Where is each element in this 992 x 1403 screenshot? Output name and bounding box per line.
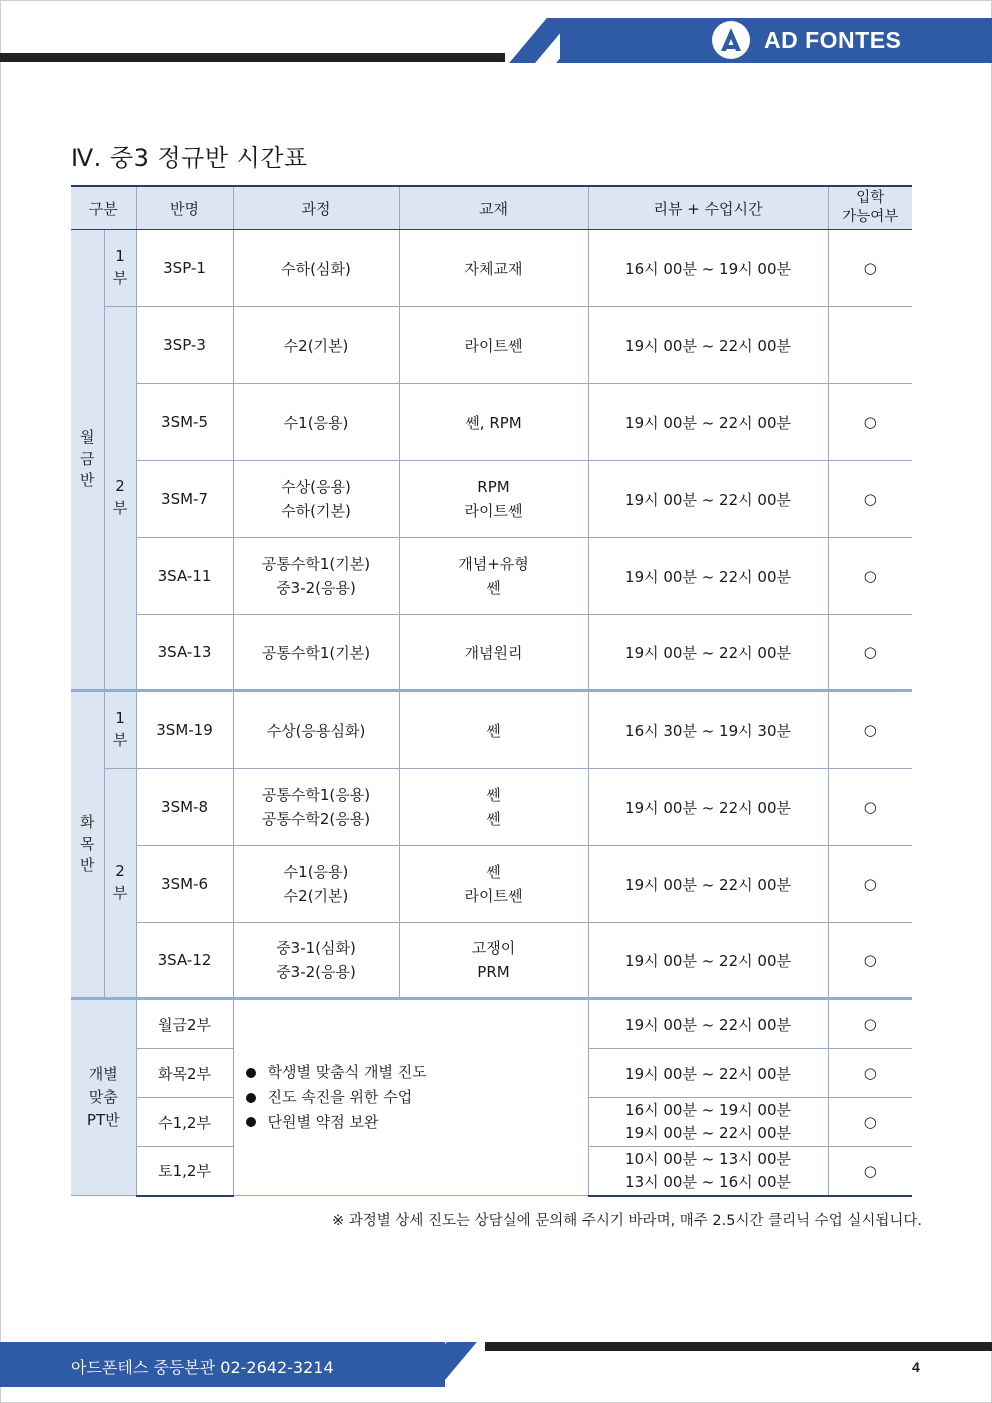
class-time: 19시 00분 ~ 22시 00분 xyxy=(588,538,828,615)
class-name: 3SA-12 xyxy=(136,923,233,999)
availability: ○ xyxy=(828,923,912,999)
class-name: 3SA-11 xyxy=(136,538,233,615)
part-1: 1 부 xyxy=(104,230,136,307)
bullet-icon xyxy=(246,1093,256,1103)
table-row xyxy=(71,230,912,307)
col-header-time: 리뷰 + 수업시간 xyxy=(588,186,828,230)
col-header-category: 구분 xyxy=(71,186,136,230)
textbook: 개념+유형 쎈 xyxy=(399,538,588,615)
textbook: 쎈 xyxy=(399,691,588,769)
class-name: 월금2부 xyxy=(136,999,233,1049)
class-name: 3SP-3 xyxy=(136,307,233,384)
availability: ○ xyxy=(828,769,912,846)
table-row xyxy=(71,538,912,615)
class-time: 19시 00분 ~ 22시 00분 xyxy=(588,769,828,846)
brand-name: AD FONTES xyxy=(764,26,902,53)
class-time: 19시 00분 ~ 22시 00분 xyxy=(588,1049,828,1098)
table-row xyxy=(71,307,912,384)
footer-contact: 아드폰테스 중등본관 02-2642-3214 xyxy=(71,1358,334,1377)
availability: ○ xyxy=(828,846,912,923)
class-name: 화목2부 xyxy=(136,1049,233,1098)
table-row xyxy=(71,615,912,691)
class-time: 16시 00분 ~ 19시 00분 19시 00분 ~ 22시 00분 xyxy=(588,1098,828,1147)
class-time: 19시 00분 ~ 22시 00분 xyxy=(588,846,828,923)
table-row xyxy=(71,384,912,461)
course: 수1(응용) 수2(기본) xyxy=(233,846,399,923)
class-name: 3SM-5 xyxy=(136,384,233,461)
availability: ○ xyxy=(828,230,912,307)
table-row xyxy=(71,769,912,846)
part-2: 2 부 xyxy=(104,769,136,999)
availability: ○ xyxy=(828,1147,912,1196)
class-time: 19시 00분 ~ 22시 00분 xyxy=(588,923,828,999)
textbook: 쎈 라이트쎈 xyxy=(399,846,588,923)
textbook: 쎈 쎈 xyxy=(399,769,588,846)
textbook: 개념원리 xyxy=(399,615,588,691)
class-time: 19시 00분 ~ 22시 00분 xyxy=(588,461,828,538)
class-time: 16시 00분 ~ 19시 00분 xyxy=(588,230,828,307)
footer-rule xyxy=(485,1342,992,1351)
textbook: 고쟁이 PRM xyxy=(399,923,588,999)
course: 공통수학1(응용) 공통수학2(응용) xyxy=(233,769,399,846)
bullet-icon xyxy=(246,1068,256,1078)
part-2: 2 부 xyxy=(104,307,136,691)
class-name: 3SM-7 xyxy=(136,461,233,538)
class-name: 3SM-6 xyxy=(136,846,233,923)
availability: ○ xyxy=(828,691,912,769)
col-header-class: 반명 xyxy=(136,186,233,230)
class-name: 3SP-1 xyxy=(136,230,233,307)
availability: ○ xyxy=(828,1049,912,1098)
table-row xyxy=(71,923,912,999)
course: 공통수학1(기본) xyxy=(233,615,399,691)
course: 수하(심화) xyxy=(233,230,399,307)
col-header-book: 교재 xyxy=(399,186,588,230)
textbook: RPM 라이트쎈 xyxy=(399,461,588,538)
pt-description xyxy=(233,999,588,1196)
page-number: 4 xyxy=(912,1359,920,1375)
brand-logo xyxy=(712,20,901,60)
table-row xyxy=(71,691,912,769)
list-item: 단원별 약점 보완 xyxy=(246,1110,588,1135)
logo-mark-icon xyxy=(712,21,750,59)
footnote: ※ 과정별 상세 진도는 상담실에 문의해 주시기 바라며, 매주 2.5시간 클리닉 수업 실시됩니다. xyxy=(332,1213,922,1229)
col-header-availability: 입학 가능여부 xyxy=(828,186,912,230)
availability: ○ xyxy=(828,384,912,461)
bullet-icon xyxy=(246,1117,256,1127)
class-time: 19시 00분 ~ 22시 00분 xyxy=(588,999,828,1049)
availability xyxy=(828,307,912,384)
availability: ○ xyxy=(828,999,912,1049)
table-row xyxy=(71,461,912,538)
header-rule xyxy=(0,53,505,62)
list-item: 진도 속진을 위한 수업 xyxy=(246,1085,588,1110)
col-header-course: 과정 xyxy=(233,186,399,230)
class-time: 19시 00분 ~ 22시 00분 xyxy=(588,384,828,461)
class-name: 3SM-19 xyxy=(136,691,233,769)
class-name: 3SM-8 xyxy=(136,769,233,846)
group-mon-fri: 월 금 반 xyxy=(71,230,104,691)
header-row xyxy=(71,186,912,230)
availability: ○ xyxy=(828,615,912,691)
textbook: 라이트쎈 xyxy=(399,307,588,384)
table-row xyxy=(71,846,912,923)
class-name: 수1,2부 xyxy=(136,1098,233,1147)
course: 중3-1(심화) 중3-2(응용) xyxy=(233,923,399,999)
course: 수상(응용) 수하(기본) xyxy=(233,461,399,538)
course: 공통수학1(기본) 중3-2(응용) xyxy=(233,538,399,615)
availability: ○ xyxy=(828,538,912,615)
group-pt: 개별 맞춤 PT반 xyxy=(71,999,136,1196)
availability: ○ xyxy=(828,461,912,538)
textbook: 쎈, RPM xyxy=(399,384,588,461)
timetable xyxy=(71,185,912,1197)
list-item: 학생별 맞춤식 개별 진도 xyxy=(246,1060,588,1085)
availability: ○ xyxy=(828,1098,912,1147)
course: 수2(기본) xyxy=(233,307,399,384)
page-title: Ⅳ. 중3 정규반 시간표 xyxy=(71,144,308,172)
class-time: 16시 30분 ~ 19시 30분 xyxy=(588,691,828,769)
textbook: 자체교재 xyxy=(399,230,588,307)
class-time: 19시 00분 ~ 22시 00분 xyxy=(588,615,828,691)
pt-bullets xyxy=(234,1060,588,1134)
class-time: 19시 00분 ~ 22시 00분 xyxy=(588,307,828,384)
group-tue-thu: 화 목 반 xyxy=(71,691,104,999)
class-name: 토1,2부 xyxy=(136,1147,233,1196)
class-time: 10시 00분 ~ 13시 00분 13시 00분 ~ 16시 00분 xyxy=(588,1147,828,1196)
table-row xyxy=(71,999,912,1049)
course: 수1(응용) xyxy=(233,384,399,461)
part-1: 1 부 xyxy=(104,691,136,769)
course: 수상(응용심화) xyxy=(233,691,399,769)
class-name: 3SA-13 xyxy=(136,615,233,691)
